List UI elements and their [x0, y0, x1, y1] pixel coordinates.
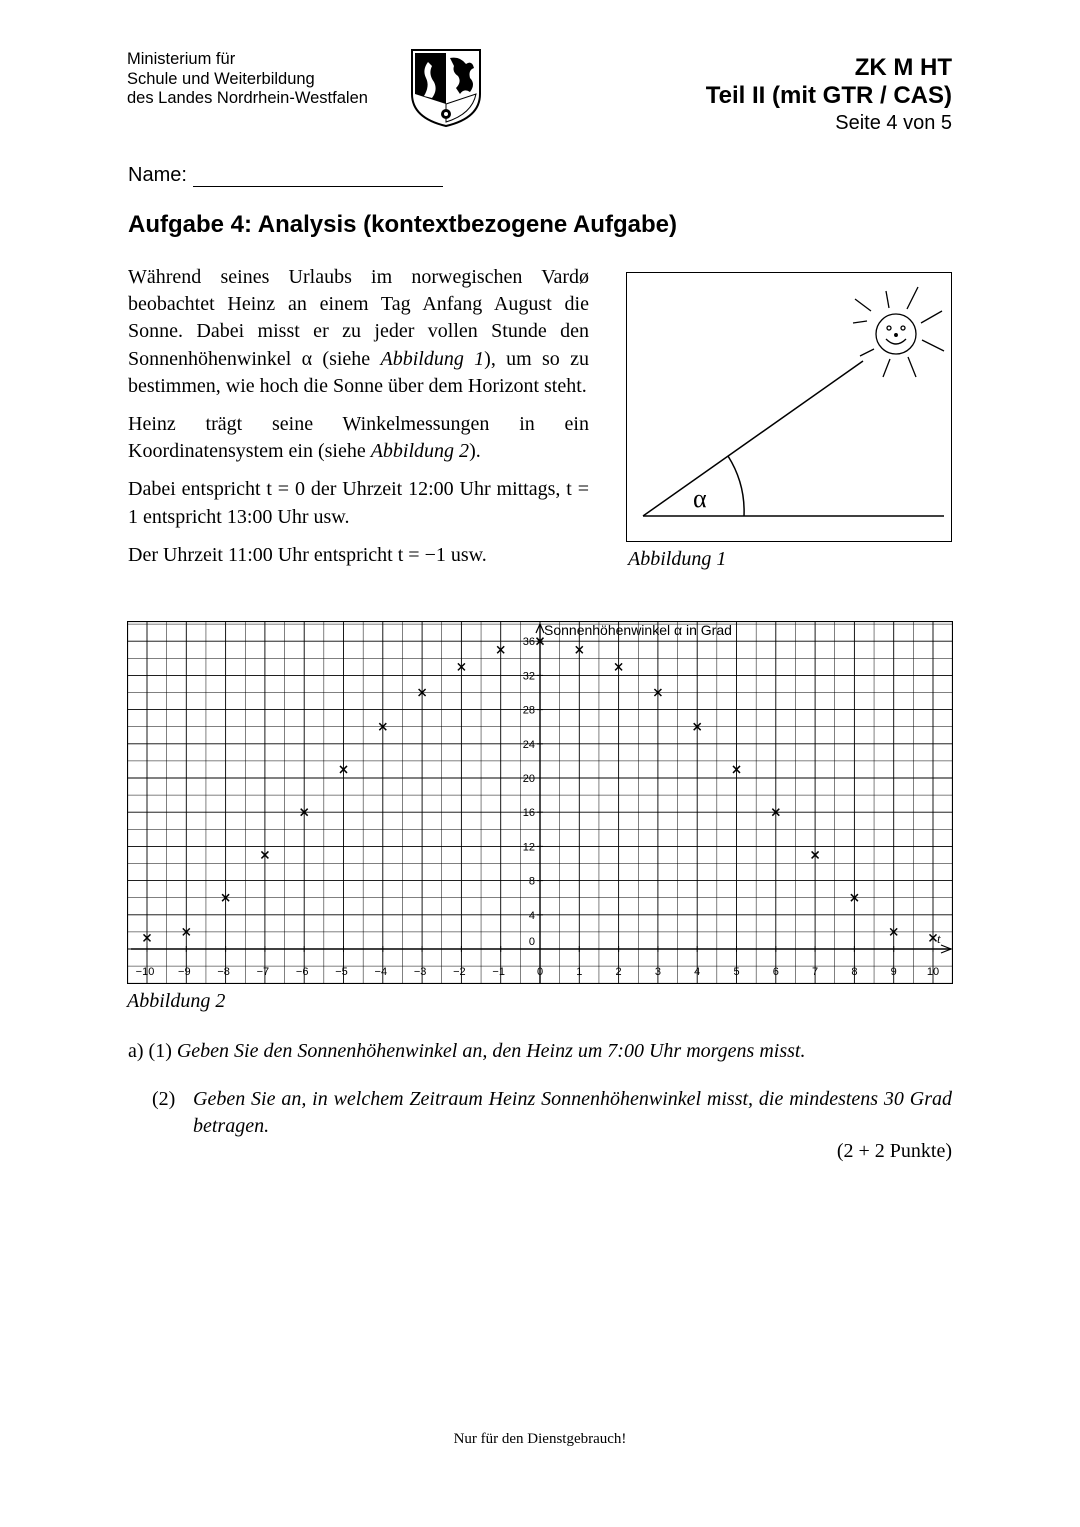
sun-angle-diagram: [627, 273, 950, 540]
name-label: Name:: [128, 164, 187, 186]
intro-text: [128, 264, 589, 580]
intro-p1-ref: Abbildung 1: [380, 347, 485, 370]
angle-arc: [728, 456, 744, 516]
x-tick-label: −2: [453, 966, 466, 978]
x-tick-label: −8: [217, 966, 230, 978]
figure-2-caption: Abbildung 2: [127, 990, 226, 1012]
points-label: (2 + 2 Punkte): [836, 1140, 952, 1162]
ministry-line-1: Ministerium für: [127, 50, 236, 68]
x-tick-label: −4: [374, 966, 388, 978]
x-tick-label: −10: [135, 966, 155, 978]
exam-header: [706, 54, 952, 136]
sun-ray-line: [643, 361, 863, 516]
y-tick-label: 24: [522, 738, 535, 751]
x-tick-label: −7: [256, 966, 270, 978]
x-tick-label: 4: [694, 966, 701, 978]
intro-p2-text: Heinz trägt seine Winkelmessungen in ein Koordinatensystem ein (siehe: [128, 413, 589, 463]
x-tick-label: −6: [295, 966, 309, 978]
sun-angle-chart: [127, 621, 953, 984]
y-tick-label: 20: [522, 773, 535, 785]
figure-1: [626, 272, 952, 542]
intro-paragraph-2: [128, 411, 589, 465]
exam-part: Teil II (mit GTR / CAS): [705, 82, 952, 109]
name-line[interactable]: [193, 164, 443, 187]
angle-label: α: [693, 484, 707, 513]
intro-paragraph-4: Der Uhrzeit 11:00 Uhr entspricht t = −1 usw.: [128, 543, 487, 566]
x-tick-label: −3: [413, 966, 427, 978]
y-tick-label: 36: [522, 636, 535, 649]
x-tick-label: 2: [615, 966, 622, 978]
question-label: a) (1): [128, 1040, 172, 1062]
intro-p2-ref: Abbildung 2: [370, 440, 470, 463]
x-tick-label: 10: [926, 966, 940, 978]
ministry-line-2: Schule und Weiterbildung: [127, 69, 315, 88]
footer-note: Nur für den Dienstgebrauch!: [453, 1431, 627, 1447]
x-tick-label: −5: [335, 966, 348, 978]
nrw-crest-icon: [410, 48, 482, 128]
x-tick-label: −9: [178, 966, 191, 978]
intro-p1-tail: ), um so zu bestimmen, wie hoch die Sonne über dem Horizont steht.: [128, 347, 589, 397]
ministry-line-3: des Landes Nordrhein-Westfalen: [127, 89, 368, 107]
x-tick-label: 1: [576, 966, 583, 978]
page-number: Seite 4 von 5: [835, 112, 952, 134]
chart-axes: [131, 624, 951, 984]
y-tick-label: 32: [522, 670, 535, 683]
intro-p2-tail: ).: [469, 440, 481, 463]
question-2-number: (2): [152, 1088, 176, 1110]
sun-icon: [853, 287, 944, 377]
exam-code: ZK M HT: [854, 54, 952, 81]
question-2-text: Geben Sie an, in welchem Zeitraum Heinz Sonnenhöhenwinkel misst, die mindestens 30 Grad betragen.: [193, 1088, 952, 1137]
x-tick-label: 3: [654, 966, 661, 978]
x-tick-label: 8: [851, 966, 858, 978]
chart-tick-labels: [136, 636, 939, 978]
y-tick-label: 0: [528, 936, 535, 948]
x-tick-label: 7: [812, 966, 819, 978]
name-row: [128, 164, 443, 187]
x-tick-label: 9: [890, 966, 897, 978]
x-tick-label: 5: [733, 966, 740, 978]
y-tick-label: 12: [522, 841, 535, 854]
question-1-text: Geben Sie den Sonnenhöhenwinkel an, den Heinz um 7:00 Uhr morgens misst.: [176, 1040, 806, 1062]
x-tick-label: 6: [772, 966, 779, 978]
y-tick-label: 16: [522, 807, 535, 820]
chart-x-axis-label: t: [937, 931, 941, 946]
x-tick-label: 0: [536, 966, 544, 978]
question-2: [152, 1086, 952, 1140]
y-tick-label: 4: [528, 909, 535, 922]
chart-y-axis-label: Sonnenhöhenwinkel α in Grad: [544, 622, 732, 638]
ministry-name: [127, 50, 368, 109]
intro-paragraph-1: [128, 264, 589, 400]
figure-1-caption: Abbildung 1: [628, 548, 727, 570]
x-tick-label: −1: [492, 966, 505, 978]
intro-p1-text: Während seines Urlaubs im norwegischen Vardø beobachtet Heinz an einem Tag Anfang August die Sonne. Dabei misst er zu jeder vollen Stunde den Sonnenhöhenwinkel α (siehe: [128, 266, 589, 370]
intro-paragraph-3: Dabei entspricht t = 0 der Uhrzeit 12:00 Uhr mittags, t = 1 entspricht 13:00 Uhr usw.: [128, 478, 589, 528]
y-tick-label: 8: [528, 875, 535, 888]
question-1: [128, 1038, 805, 1065]
task-title: Aufgabe 4: Analysis (kontextbezogene Aufgabe): [128, 211, 677, 238]
y-tick-label: 28: [522, 704, 535, 717]
